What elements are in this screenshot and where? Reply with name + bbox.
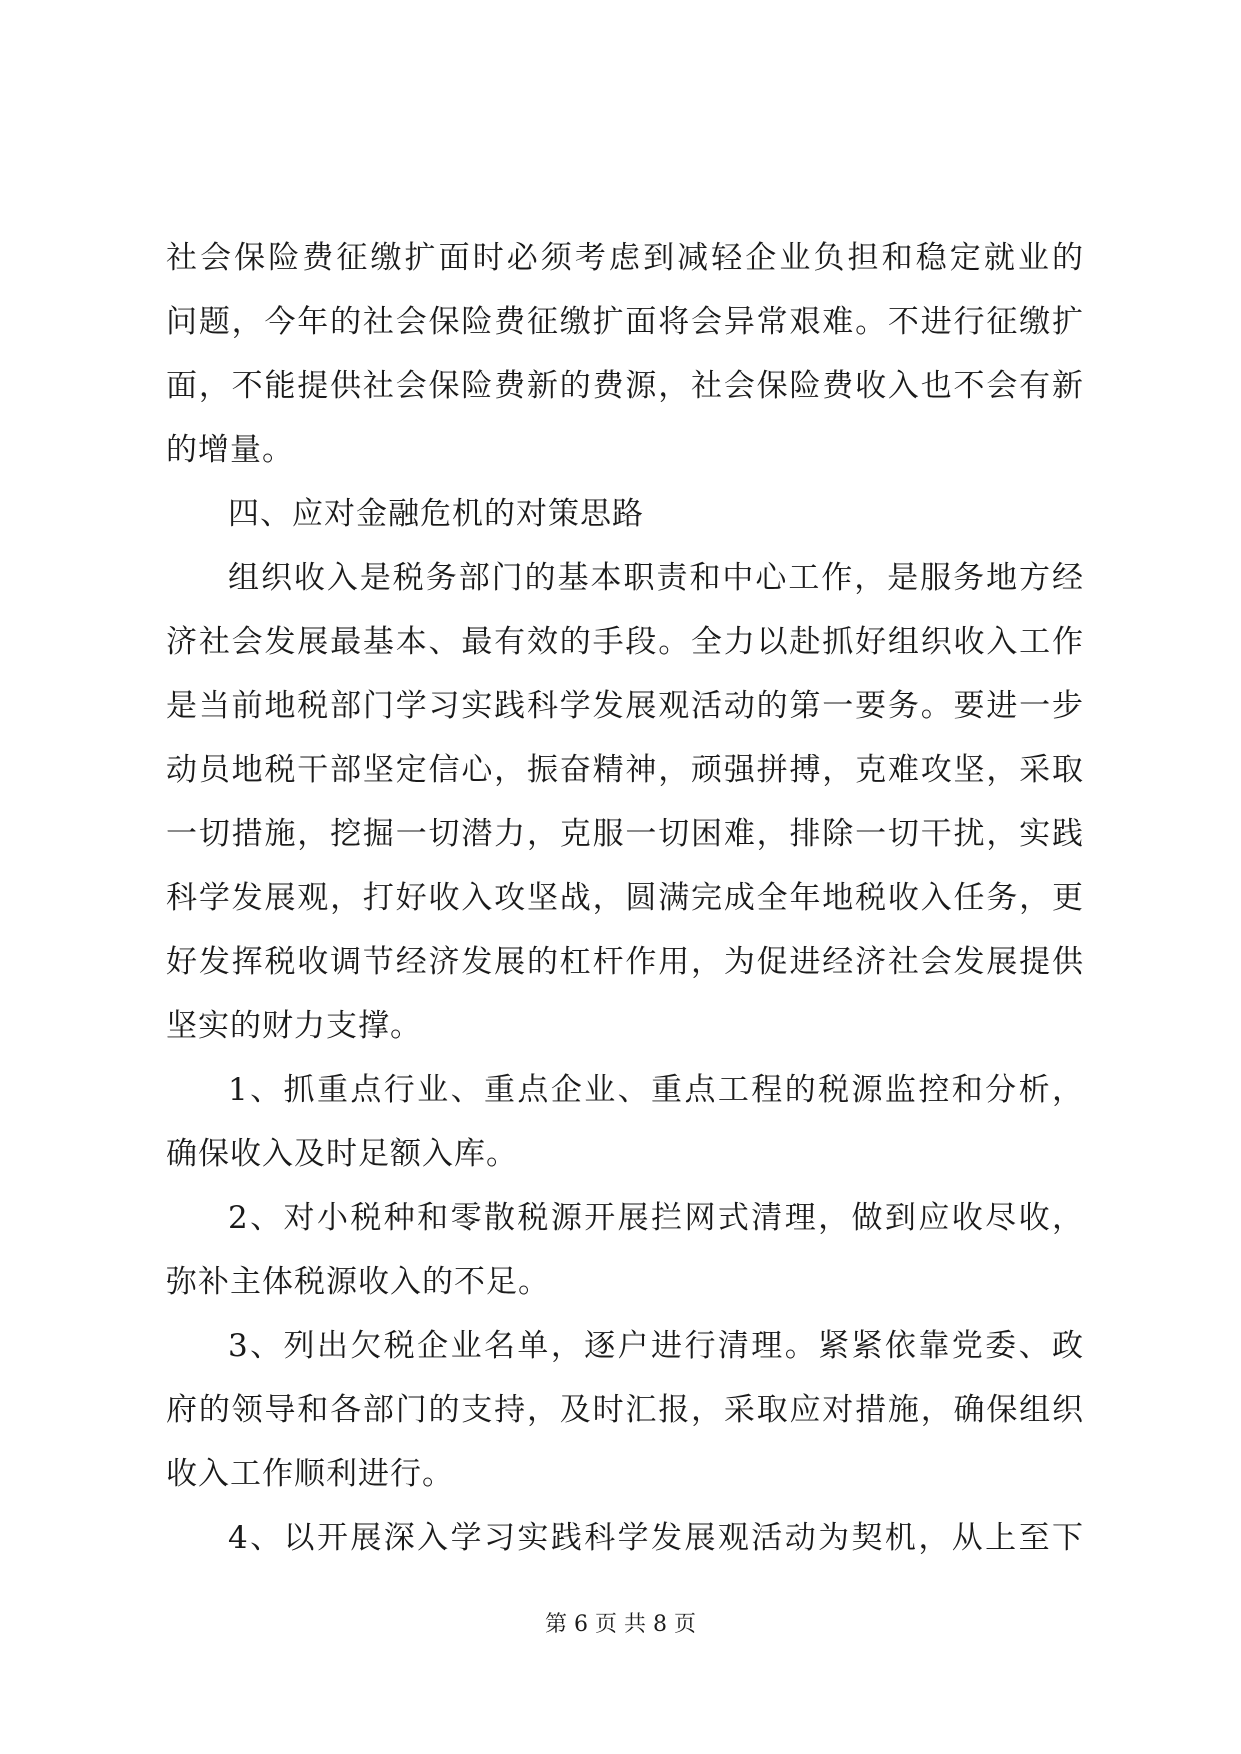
text-line: 面，不能提供社会保险费新的费源，社会保险费收入也不会有新 bbox=[166, 368, 1084, 404]
text-line: 问题，今年的社会保险费征缴扩面将会异常艰难。不进行征缴扩 bbox=[166, 304, 1084, 340]
document-body bbox=[166, 226, 1084, 1570]
text-line: 1、抓重点行业、重点企业、重点工程的税源监控和分析， bbox=[228, 1072, 1084, 1108]
text-line: 一切措施，挖掘一切潜力，克服一切困难，排除一切干扰，实践 bbox=[166, 816, 1084, 852]
text-line: 府的领导和各部门的支持，及时汇报，采取应对措施，确保组织 bbox=[166, 1392, 1084, 1428]
text-line: 济社会发展最基本、最有效的手段。全力以赴抓好组织收入工作 bbox=[166, 624, 1084, 660]
text-line: 的增量。 bbox=[166, 432, 294, 468]
text-line: 科学发展观，打好收入攻坚战，圆满完成全年地税收入任务，更 bbox=[166, 880, 1084, 916]
text-line: 2、对小税种和零散税源开展拦网式清理，做到应收尽收， bbox=[228, 1200, 1084, 1236]
text-line: 弥补主体税源收入的不足。 bbox=[166, 1264, 550, 1300]
page-footer: 第 6 页 共 8 页 bbox=[545, 1612, 696, 1637]
text-line: 是当前地税部门学习实践科学发展观活动的第一要务。要进一步 bbox=[166, 688, 1084, 724]
text-line: 好发挥税收调节经济发展的杠杆作用，为促进经济社会发展提供 bbox=[166, 944, 1084, 980]
section-heading: 四、应对金融危机的对策思路 bbox=[228, 496, 644, 532]
text-line: 确保收入及时足额入库。 bbox=[166, 1136, 518, 1172]
text-line: 组织收入是税务部门的基本职责和中心工作，是服务地方经 bbox=[228, 560, 1084, 596]
text-line: 社会保险费征缴扩面时必须考虑到减轻企业负担和稳定就业的 bbox=[166, 240, 1084, 276]
text-line: 4、以开展深入学习实践科学发展观活动为契机，从上至下 bbox=[228, 1520, 1084, 1556]
text-line: 坚实的财力支撑。 bbox=[166, 1008, 422, 1044]
text-line: 动员地税干部坚定信心，振奋精神，顽强拼搏，克难攻坚，采取 bbox=[166, 752, 1084, 788]
text-line: 3、列出欠税企业名单，逐户进行清理。紧紧依靠党委、政 bbox=[228, 1328, 1084, 1364]
text-line: 收入工作顺利进行。 bbox=[166, 1456, 454, 1492]
